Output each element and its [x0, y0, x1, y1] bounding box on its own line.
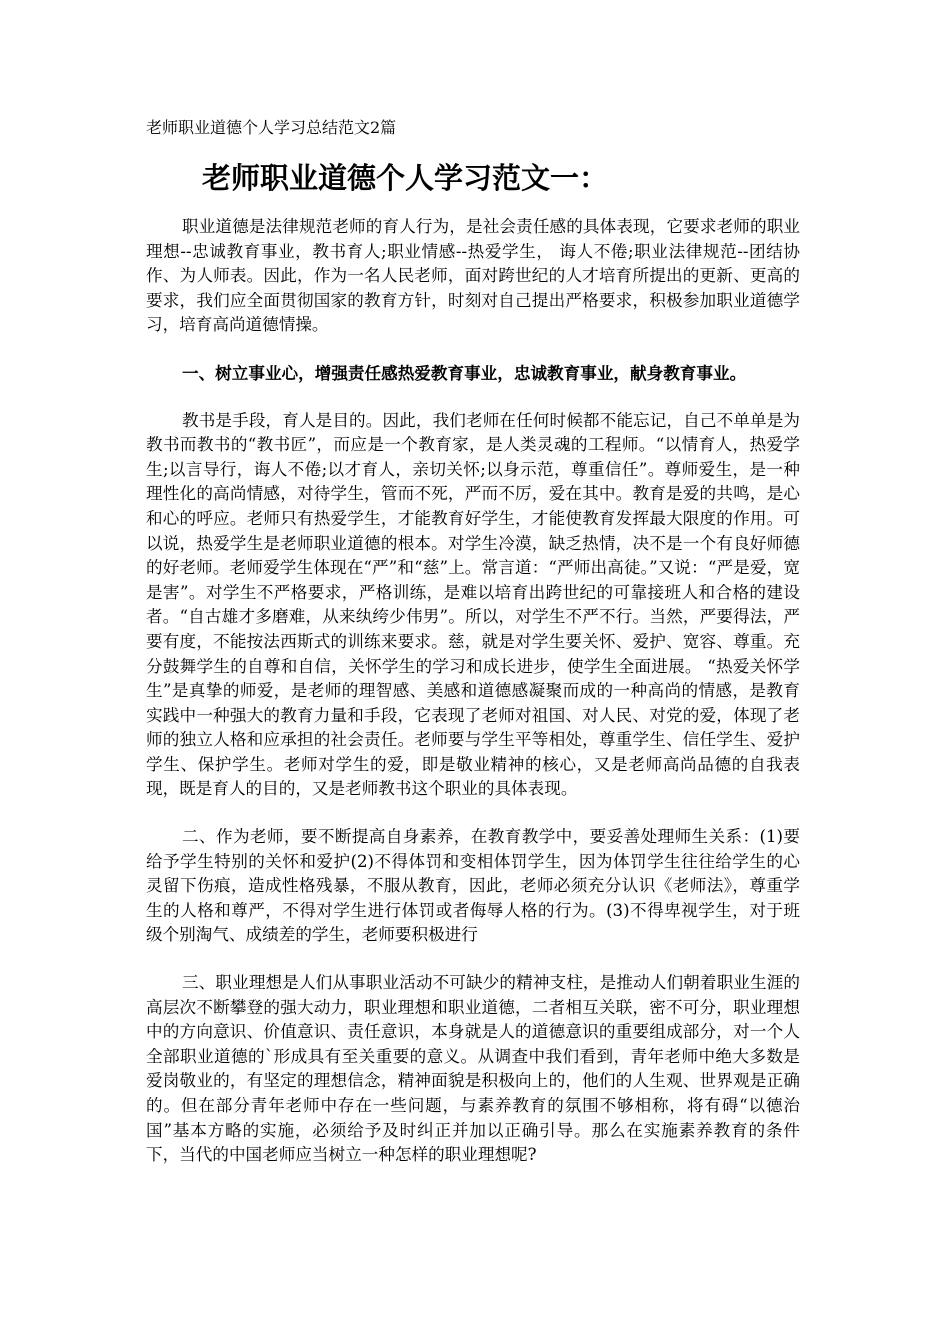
document-heading: 老师职业道德个人学习范文一： — [202, 161, 609, 195]
section-one-body: 教书是手段，育人是目的。因此，我们老师在任何时候都不能忘记，自己不单单是为教书而教书的“教书匠”，而应是一个教育家，是人类灵魂的工程师。“以情育人，热爱学生;以言导行，诲人不倦;以才育人，亲切关怀;以身示范，尊重信任”。尊师爱生，是一种理性化的高尚情感，对待学生，管而不死，严而不厉，爱在其中。教育是爱的共鸣，是心和心的呼应。老师只有热爱学生，才能教育好学生，才能使教育发挥最大限度的作用。可以说，热爱学生是老师职业道德的根本。对学生冷漠，缺乏热情，决不是一个有良好师德的好老师。老师爱学生体现在“严”和“慈”上。常言道：“严师出高徒。”又说：“严是爱，宽是害”。对学生不严格要求，严格训练，是难以培育出跨世纪的可靠接班人和合格的建设者。“自古雄才多磨难，从来纨绔少伟男”。所以，对学生不严不行。当然，严要得法，严要有度，不能按法西斯式的训练来要求。慈，就是对学生要关怀、爱护、宽容、尊重。充分鼓舞学生的自尊和自信，关怀学生的学习和成长进步，使学生全面进展。 “热爱关怀学生”是真挚的师爱，是老师的理智感、美感和道德感凝聚而成的一种高尚的情感，是教育实践中一种强大的教育力量和手段，它表现了老师对祖国、对人民、对党的爱，体现了老师的独立人格和应承担的社会责任。老师要与学生平等相处，尊重学生、信任学生、爱护学生、保护学生。老师对学生的爱，即是敬业精神的核心，又是老师高尚品德的自我表现，既是育人的目的，又是老师教书这个职业的具体表现。 — [146, 410, 800, 799]
intro-paragraph: 职业道德是法律规范老师的育人行为，是社会责任感的具体表现，它要求老师的职业理想--忠诚教育事业，教书育人;职业情感--热爱学生， 诲人不倦;职业法律规范--团结协作、为人师表。因此，作为一名人民老师，面对跨世纪的人才培育所提出的更新、更高的要求，我们应全面贯彻国家的教育方针，时刻对自己提出严格要求，积极参加职业道德学习，培育高尚道德情操。 — [146, 217, 800, 335]
section-two-paragraph: 二、作为老师，要不断提高自身素养，在教育教学中，要妥善处理师生关系：(1)要给予学生特别的关怀和爱护(2)不得体罚和变相体罚学生，因为体罚学生往往给学生的心灵留下伤痕，造成性格残暴，不服从教育，因此，老师必须充分认识《老师法》，尊重学生的人格和尊严，不得对学生进行体罚或者侮辱人格的行为。(3)不得卑视学生，对于班级个别淘气、成绩差的学生，老师要积极进行 — [146, 827, 800, 945]
section-three-paragraph: 三、职业理想是人们从事职业活动不可缺少的精神支柱，是推动人们朝着职业生涯的高层次不断攀登的强大动力，职业理想和职业道德，二者相互关联，密不可分，职业理想中的方向意识、价值意识、责任意识，本身就是人的道德意识的重要组成部分，对一个人全部职业道德的`形成具有至关重要的意义。从调查中我们看到，青年老师中绝大多数是爱岗敬业的，有坚定的理想信念，精神面貌是积极向上的，他们的人生观、世界观是正确的。但在部分青年老师中存在一些问题，与素养教育的氛围不够相称，将有碍“以德治国”基本方略的实施，必须给予及时纠正并加以正确引导。那么在实施素养教育的条件下，当代的中国老师应当树立一种怎样的职业理想呢? — [146, 973, 800, 1165]
section-one-heading: 一、树立事业心，增强责任感热爱教育事业，忠诚教育事业，献身教育事业。 — [182, 362, 747, 383]
document-caption: 老师职业道德个人学习总结范文2篇 — [146, 118, 397, 137]
